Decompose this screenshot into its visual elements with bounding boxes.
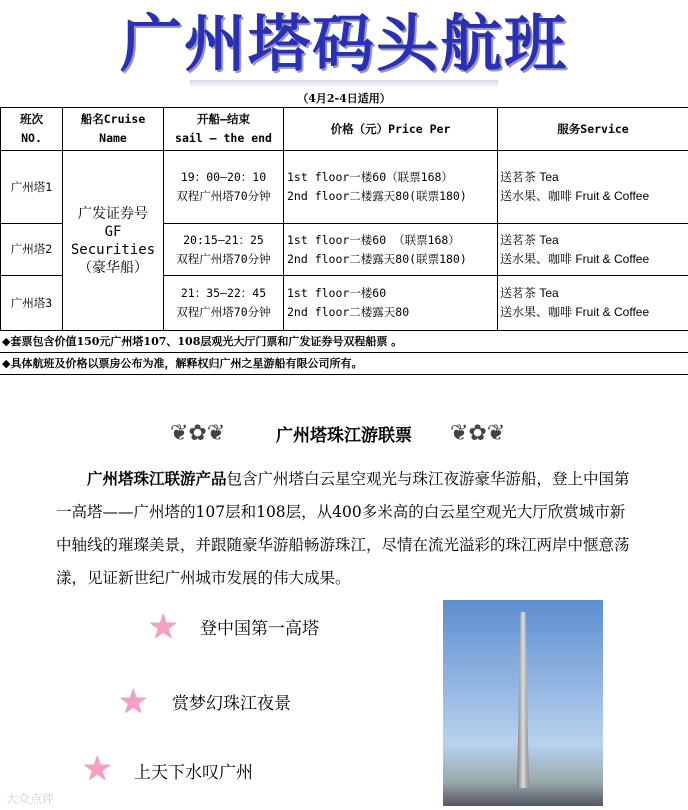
star-icon: ★ [148, 607, 179, 647]
title-reflection [190, 80, 498, 88]
description-lead: 广州塔珠江联游产品 [87, 469, 227, 488]
price-2f: 2nd floor二楼露天80(联票180) [287, 189, 467, 203]
duration: 双程广州塔70分钟 [176, 305, 271, 319]
table-row [1, 151, 688, 224]
notes [0, 331, 688, 375]
service-tea: 送茗茶 Tea [500, 286, 559, 300]
service-fruit: 送水果、咖啡 Fruit & Coffee [500, 251, 650, 266]
tower-shape [517, 612, 529, 788]
header-ship: 船名Cruise [80, 112, 146, 126]
service-fruit: 送水果、咖啡 Fruit & Coffee [500, 189, 650, 203]
duration: 双程广州塔70分钟 [176, 251, 271, 266]
ornament-right-icon: ❦✿❦ [450, 421, 506, 446]
price-2f: 2nd floor二楼露天80 [287, 305, 410, 319]
watermark: 大众点评 [6, 792, 55, 806]
header-ship-en: Name [99, 131, 127, 145]
ornament-left-icon: ❦✿❦ [170, 421, 226, 446]
row-no: 广州塔2 [1, 224, 63, 276]
validity-note: （4月2-4日适用） [297, 92, 391, 105]
header-time-en: sail — the end [175, 131, 272, 145]
price-2f: 2nd floor二楼露天80(联票180) [287, 251, 467, 266]
header-service: 服务Service [498, 108, 688, 151]
section-title: 广州塔珠江游联票 [276, 426, 412, 446]
schedule-table [0, 107, 688, 331]
price-1f: 1st floor一楼60 （联票168） [287, 232, 460, 247]
service-fruit: 送水果、咖啡 Fruit & Coffee [500, 305, 650, 319]
duration: 双程广州塔70分钟 [176, 189, 271, 203]
note-disclaimer: ◆具体航班及价格以票房公布为准，解释权归广州之星游船有限公司所有。 [2, 357, 363, 370]
sail-time: 20:15—21：25 [183, 232, 264, 247]
ship-en2: Securities [70, 241, 156, 258]
price-1f: 1st floor一楼60 [287, 286, 387, 300]
row-no: 广州塔1 [1, 151, 63, 224]
header-price: 价格（元）Price Per [284, 108, 498, 151]
page-title: 广州塔码头航班 [119, 7, 568, 80]
header-time: 开船—结束 [197, 112, 250, 126]
price-1f: 1st floor一楼60（联票168） [287, 170, 453, 184]
description-text: 包含广州塔白云星空观光与珠江夜游豪华游船，登上中国第一高塔——广州塔的107层和108层，从400多米高的白云星空观光大厅欣赏城市新中轴线的璀璨美景，并跟随豪华游船畅游珠江，尽情在流光溢彩的珠江两岸中惬意荡漾，见证新世纪广州城市发展的伟大成果。 [56, 470, 630, 587]
header-no-en: NO. [21, 131, 42, 145]
ship-en1: GF [104, 223, 122, 240]
description [56, 462, 636, 595]
star-icon: ★ [82, 749, 113, 789]
service-tea: 送茗茶 Tea [500, 232, 559, 247]
feature-item: 上天下水叹广州 [134, 763, 253, 783]
service-tea: 送茗茶 Tea [500, 170, 559, 184]
ship-name [63, 151, 164, 331]
canton-tower-photo [443, 600, 603, 806]
sail-time: 21：35—22：45 [180, 286, 267, 300]
table-header [1, 108, 688, 151]
note-package: ◆套票包含价值150元广州塔107、108层观光大厅门票和广发证券号双程船票 。 [0, 331, 688, 353]
ship-type: （豪华船） [78, 259, 148, 276]
row-no: 广州塔3 [1, 276, 63, 331]
header-no: 班次 [20, 112, 43, 126]
star-icon: ★ [118, 682, 149, 722]
schedule-section [0, 107, 688, 375]
sail-time: 19：00—20：10 [180, 170, 267, 184]
feature-item: 登中国第一高塔 [200, 619, 319, 639]
ship-cn: 广发证券号 [78, 205, 148, 222]
feature-item: 赏梦幻珠江夜景 [172, 694, 291, 714]
